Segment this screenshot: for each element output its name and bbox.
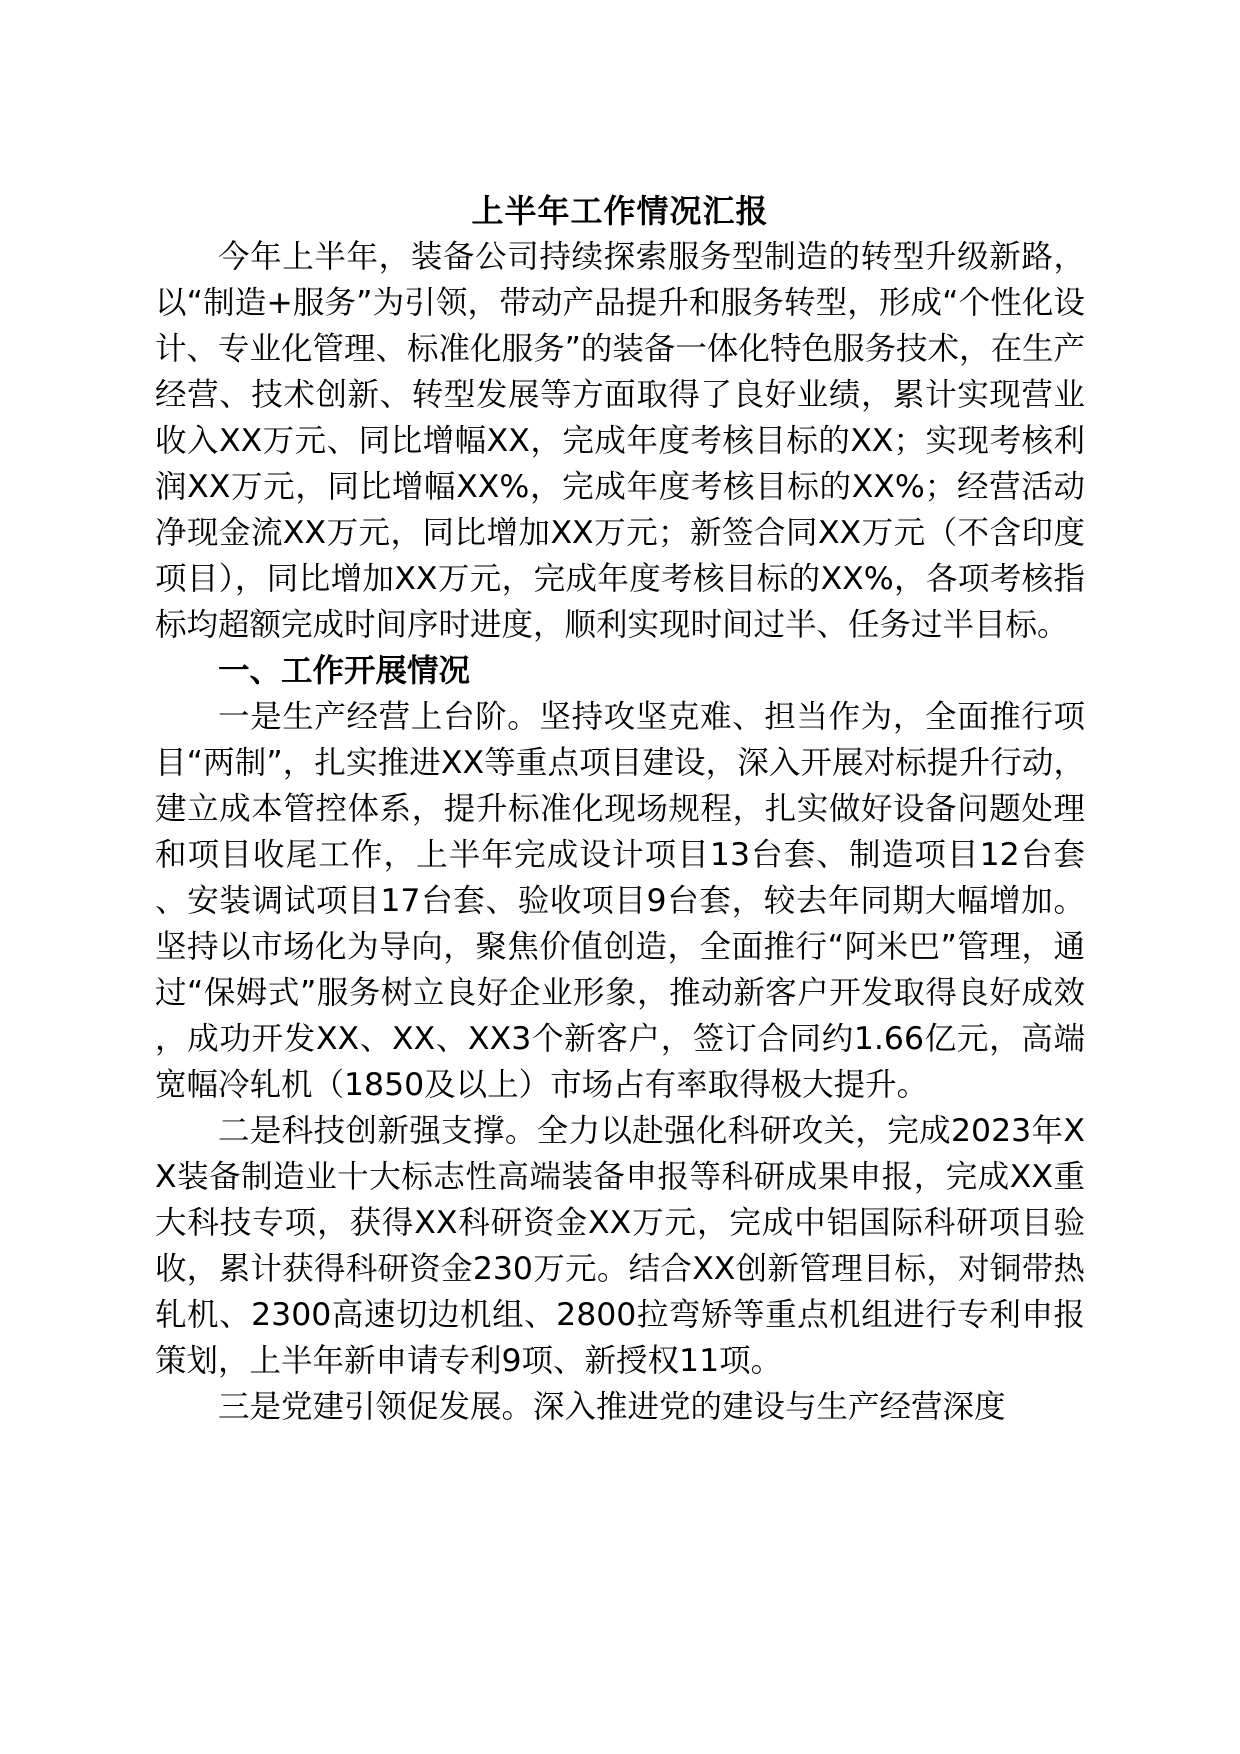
paragraph-production-operations: 一是生产经营上台阶。坚持攻坚克难、担当作为，全面推行项目“两制”，扎实推进XX等重点项目建设，深入开展对标提升行动，建立成本管控体系，提升标准化现场规程，扎实做好设备问题处理和项目收尾工作，上半年完成设计项目13台套、制造项目12台套、安装调试项目17台套、验收项目9台套，较去年同期大幅增加。坚持以市场化为导向，聚焦价值创造，全面推行“阿米巴”管理，通过“保姆式”服务树立良好企业形象，推动新客户开发取得良好成效，成功开发XX、XX、XX3个新客户，签订合同约1.66亿元，高端宽幅冷轧机（1850及以上）市场占有率取得极大提升。 xyxy=(155,699,1085,1103)
paragraph-tech-innovation: 二是科技创新强支撑。全力以赴强化科研攻关，完成2023年XX装备制造业十大标志性高端装备申报等科研成果申报，完成XX重大科技专项，获得XX科研资金XX万元，完成中铝国际科研项目验收，累计获得科研资金230万元。结合XX创新管理目标，对铜带热轧机、2300高速切边机组、2800拉弯矫等重点机组进行专利申报策划，上半年新申请专利9项、新授权11项。 xyxy=(155,1113,1085,1379)
document-body xyxy=(155,188,1085,1430)
intro-paragraph: 今年上半年，装备公司持续探索服务型制造的转型升级新路，以“制造+服务”为引领，带动产品提升和服务转型，形成“个性化设计、专业化管理、标准化服务”的装备一体化特色服务技术，在生产经营、技术创新、转型发展等方面取得了良好业绩，累计实现营业收入XX万元、同比增幅XX，完成年度考核目标的XX；实现考核利润XX万元，同比增幅XX%，完成年度考核目标的XX%；经营活动净现金流XX万元，同比增加XX万元；新签合同XX万元（不含印度项目），同比增加XX万元，完成年度考核目标的XX%，各项考核指标均超额完成时间序时进度，顺利实现时间过半、任务过半目标。 xyxy=(155,239,1085,643)
section-heading-work-progress: 一、工作开展情况 xyxy=(218,653,471,689)
document-title: 上半年工作情况汇报 xyxy=(471,192,769,230)
paragraph-party-building: 三是党建引领促发展。深入推进党的建设与生产经营深度 xyxy=(218,1389,1006,1425)
